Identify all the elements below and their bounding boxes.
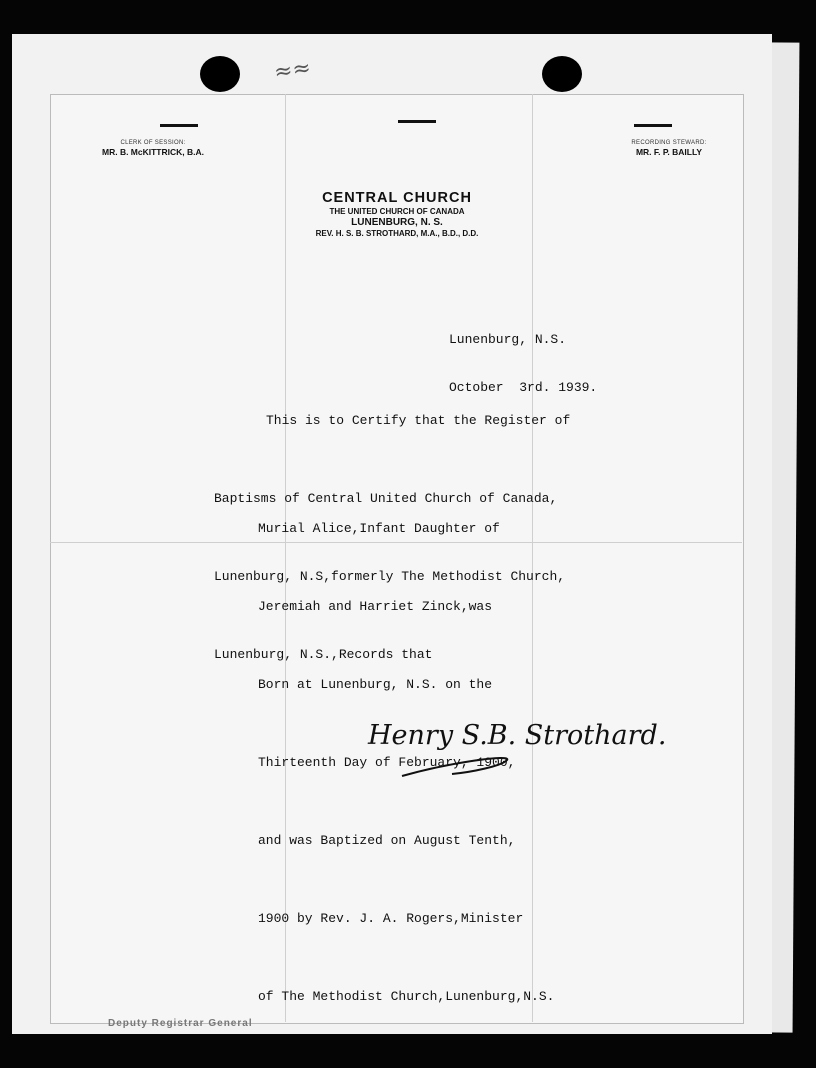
corner-scribble: ≈≈ — [272, 55, 313, 86]
underlying-form-footer: Deputy Registrar General — [108, 1018, 253, 1029]
body-line: Baptisms of Central United Church of Canada, — [214, 491, 558, 506]
church-letterhead — [282, 190, 512, 239]
record-line: Born at Lunenburg, N.S. on the — [258, 677, 493, 692]
certificate-page — [12, 34, 772, 1034]
minister-name: REV. H. S. B. STROTHARD, M.A., B.D., D.D. — [315, 229, 479, 238]
body-line: Lunenburg, N.S,formerly The Methodist Church, — [214, 569, 566, 584]
record-line: and was Baptized on August Tenth, — [258, 833, 516, 848]
record-line: 1900 by Rev. J. A. Rogers,Minister — [258, 911, 524, 926]
signature-flourish — [402, 758, 507, 776]
church-location: LUNENBURG, N. S. — [351, 217, 443, 228]
clerk-name: MR. B. McKITTRICK, B.A. — [102, 147, 204, 157]
date-place: Lunenburg, N.S. — [449, 332, 567, 347]
record-line: Thirteenth Day of February, 1900, — [258, 755, 516, 770]
punch-hole — [200, 56, 240, 92]
minister-signature — [362, 702, 667, 782]
date-value: October 3rd. 1939. — [449, 380, 598, 395]
clerk-role: CLERK OF SESSION: — [120, 140, 186, 146]
body-line: Lunenburg, N.S.,Records that — [214, 647, 433, 662]
body-line: This is to Certify that the Register of — [266, 413, 571, 428]
letterhead-dash — [634, 124, 672, 127]
record-line: Murial Alice,Infant Daughter of — [258, 521, 500, 536]
clerk-of-session-block — [88, 140, 218, 158]
denomination: THE UNITED CHURCH OF CANADA — [329, 207, 465, 216]
signature-text: Henry S.B. Strothard. — [368, 720, 667, 751]
steward-role: RECORDING STEWARD: — [631, 140, 707, 146]
recording-steward-block — [604, 140, 734, 158]
letterhead-dash — [398, 120, 436, 123]
church-name: CENTRAL CHURCH — [322, 190, 472, 206]
punch-hole — [542, 56, 582, 92]
letterhead-dash — [160, 124, 198, 127]
record-line: of The Methodist Church,Lunenburg,N.S. — [258, 989, 555, 1004]
record-line: Jeremiah and Harriet Zinck,was — [258, 599, 493, 614]
steward-name: MR. F. P. BAILLY — [635, 147, 703, 157]
